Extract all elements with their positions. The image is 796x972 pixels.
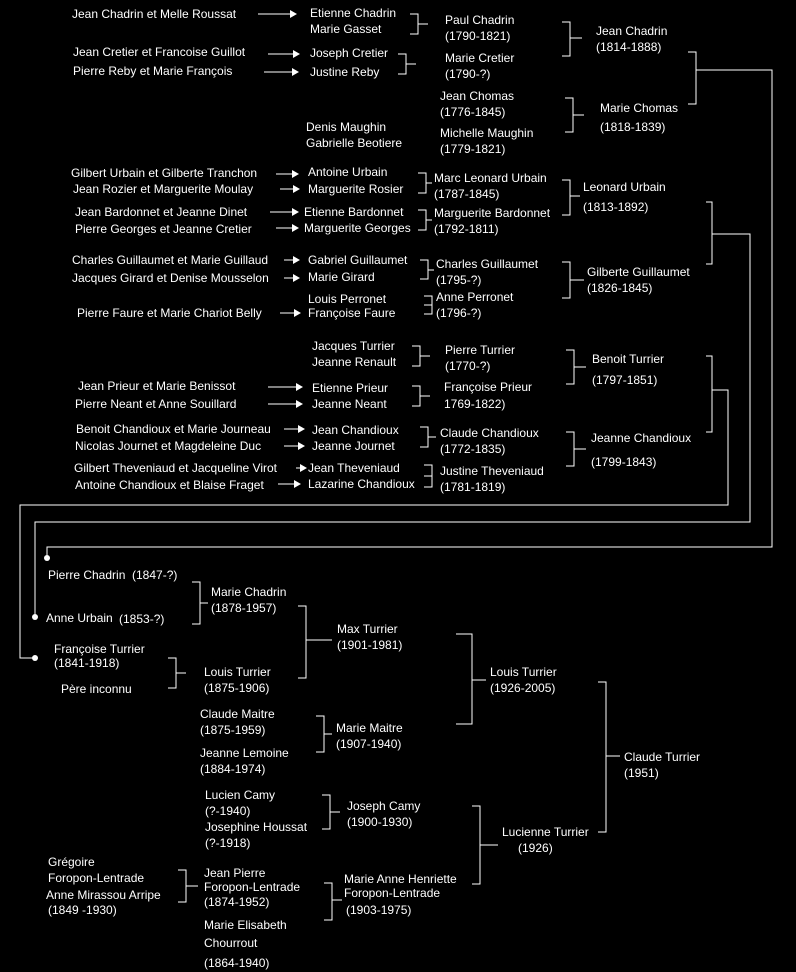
- arrows-layer: [258, 10, 307, 488]
- person-name: Marguerite Rosier: [308, 182, 404, 196]
- person-name: Louis Turrier: [490, 665, 557, 679]
- couple-label: Jean Rozier et Marguerite Moulay: [73, 182, 254, 196]
- person-dates: (?-1918): [205, 836, 251, 850]
- person-dates: (1864-1940): [204, 956, 270, 970]
- person-name: Françoise Turrier: [54, 642, 145, 656]
- person-dates: (1849 -1930): [48, 903, 117, 917]
- person-name: Jeanne Neant: [312, 397, 387, 411]
- person-dates: (1776-1845): [440, 105, 506, 119]
- person-name: Marguerite Bardonnet: [434, 206, 551, 220]
- person-name: Jeanne Lemoine: [200, 746, 289, 760]
- person-dates: (1900-1930): [347, 815, 413, 829]
- person-name: Françoise Prieur: [444, 380, 533, 394]
- person-dates: (1903-1975): [346, 903, 412, 917]
- person-dates: (1790-?): [445, 67, 491, 81]
- person-dates: (1853-?): [119, 612, 165, 626]
- person-name: Etienne Chadrin: [310, 6, 397, 20]
- person-dates: (1901-1981): [337, 638, 403, 652]
- person-dates: (1884-1974): [200, 762, 266, 776]
- person-name: Claude Chandioux: [440, 426, 539, 440]
- person-dates: (1826-1845): [587, 281, 653, 295]
- person-dates: (1799-1843): [591, 455, 657, 469]
- person-name: Foropon-Lentrade: [344, 886, 441, 900]
- person-name: Louis Turrier: [204, 665, 271, 679]
- couple-label: Nicolas Journet et Magdeleine Duc: [75, 439, 262, 453]
- person-name: Marie Chadrin: [211, 585, 287, 599]
- person-name: Lazarine Chandioux: [308, 477, 415, 491]
- person-name: Etienne Bardonnet: [304, 205, 404, 219]
- person-name: Jean Chandioux: [312, 423, 399, 437]
- person-name: Foropon-Lentrade: [204, 880, 301, 894]
- person-name: Jean Chadrin: [596, 24, 668, 38]
- couple-label: Pierre Reby et Marie François: [73, 64, 233, 78]
- person-name: Marie Gasset: [310, 22, 382, 36]
- person-name: Jacques Turrier: [312, 339, 395, 353]
- couple-label: Jean Cretier et Francoise Guillot: [73, 45, 246, 59]
- person-dates: (1779-1821): [440, 142, 506, 156]
- person-name: Marie Chomas: [600, 101, 679, 115]
- person-dates: (1847-?): [132, 568, 178, 582]
- couple-label: Pierre Neant et Anne Souillard: [75, 397, 237, 411]
- person-dates: (1770-?): [445, 359, 491, 373]
- person-name: Claude Maitre: [200, 707, 275, 721]
- person-name: Louis Perronet: [308, 292, 387, 306]
- person-name: Jeanne Journet: [312, 439, 395, 453]
- person-dates: (1797-1851): [592, 373, 658, 387]
- person-name: Gilberte Guillaumet: [587, 265, 690, 279]
- person-name: Grégoire: [48, 855, 95, 869]
- person-dates: (1875-1959): [200, 723, 266, 737]
- person-name: Marie Girard: [308, 270, 375, 284]
- person-name: Jean Pierre: [204, 866, 266, 880]
- person-name: Jeanne Chandioux: [591, 431, 692, 445]
- person-name: Charles Guillaumet: [436, 257, 539, 271]
- person-name: Leonard Urbain: [583, 180, 666, 194]
- person-dates: (1874-1952): [204, 895, 270, 909]
- person-dates: (1951): [624, 766, 659, 780]
- person-name: Jeanne Renault: [312, 355, 397, 369]
- person-name: Marc Leonard Urbain: [434, 171, 547, 185]
- person-name: Anne Perronet: [436, 290, 514, 304]
- person-name: Benoit Turrier: [592, 352, 665, 366]
- person-name: Etienne Prieur: [312, 381, 389, 395]
- couple-label: Gilbert Theveniaud et Jacqueline Virot: [74, 461, 278, 475]
- person-name: Michelle Maughin: [440, 126, 534, 140]
- person-dates: (1841-1918): [54, 656, 120, 670]
- person-name: Marie Anne Henriette: [344, 872, 457, 886]
- person-dates: (1813-1892): [583, 200, 649, 214]
- person-name: Lucien Camy: [205, 788, 276, 802]
- person-dates: 1769-1822): [444, 397, 506, 411]
- person-dates: (1792-1811): [434, 222, 499, 236]
- person-dates: (1926): [518, 841, 553, 855]
- person-name: Paul Chadrin: [445, 13, 515, 27]
- person-name: Marie Elisabeth: [204, 918, 287, 932]
- person-name: Gabriel Guillaumet: [308, 253, 408, 267]
- couple-label: Jean Bardonnet et Jeanne Dinet: [75, 205, 248, 219]
- junction-dot-anne: [32, 614, 38, 620]
- junction-dot-pierre: [44, 555, 50, 561]
- person-name: Jean Theveniaud: [308, 461, 400, 475]
- brackets-layer: [398, 14, 586, 487]
- person-dates: (1814-1888): [596, 40, 662, 54]
- couple-label: Charles Guillaumet et Marie Guillaud: [72, 253, 269, 267]
- person-dates: (1875-1906): [204, 681, 270, 695]
- person-dates: (1926-2005): [490, 681, 556, 695]
- couple-label: Jean Prieur et Marie Benissot: [78, 379, 236, 393]
- person-name: Max Turrier: [337, 622, 398, 636]
- person-name: Marie Cretier: [445, 51, 515, 65]
- person-dates: (1878-1957): [211, 601, 277, 615]
- couple-label: Jean Chadrin et Melle Roussat: [72, 7, 237, 21]
- person-name: Pierre Turrier: [445, 343, 516, 357]
- person-name: Gabrielle Beotiere: [306, 136, 403, 150]
- person-dates: (1787-1845): [434, 187, 500, 201]
- person-name: Josephine Houssat: [205, 820, 308, 834]
- person-dates: (1772-1835): [440, 442, 506, 456]
- person-name: Anne Mirassou Arripe: [46, 888, 161, 902]
- person-dates: (1818-1839): [600, 120, 666, 134]
- person-name: Joseph Camy: [347, 799, 421, 813]
- couple-label: Antoine Chandioux et Blaise Fraget: [75, 478, 264, 492]
- person-dates: (1795-?): [436, 273, 482, 287]
- person-dates: (1781-1819): [440, 480, 506, 494]
- person-dates: (1796-?): [436, 306, 482, 320]
- person-name: Lucienne Turrier: [502, 825, 589, 839]
- person-name: Anne Urbain: [46, 611, 113, 625]
- person-name: Chourrout: [204, 936, 258, 950]
- person-name: Marguerite Georges: [304, 221, 411, 235]
- person-dates: (1790-1821): [445, 29, 511, 43]
- person-name: Françoise Faure: [308, 306, 396, 320]
- person-name: Foropon-Lentrade: [48, 871, 145, 885]
- person-name: Père inconnu: [61, 682, 132, 696]
- person-name: Antoine Urbain: [308, 165, 388, 179]
- person-name: Joseph Cretier: [310, 46, 389, 60]
- couple-label: Benoit Chandioux et Marie Journeau: [76, 422, 271, 436]
- couple-label: Pierre Georges et Jeanne Cretier: [75, 222, 252, 236]
- person-name: Marie Maitre: [336, 721, 403, 735]
- person-name: Denis Maughin: [306, 120, 387, 134]
- couple-label: Jacques Girard et Denise Mousselon: [72, 271, 269, 285]
- person-name: Justine Theveniaud: [440, 464, 544, 478]
- person-dates: (1907-1940): [336, 737, 402, 751]
- person-name: Claude Turrier: [624, 750, 701, 764]
- junction-dot-francoise: [32, 655, 38, 661]
- person-name: Justine Reby: [310, 65, 380, 79]
- person-dates: (?-1940): [205, 804, 251, 818]
- couple-label: Pierre Faure et Marie Chariot Belly: [77, 306, 262, 320]
- person-name: Pierre Chadrin: [48, 568, 126, 582]
- couple-label: Gilbert Urbain et Gilberte Tranchon: [71, 166, 258, 180]
- person-name: Jean Chomas: [440, 89, 515, 103]
